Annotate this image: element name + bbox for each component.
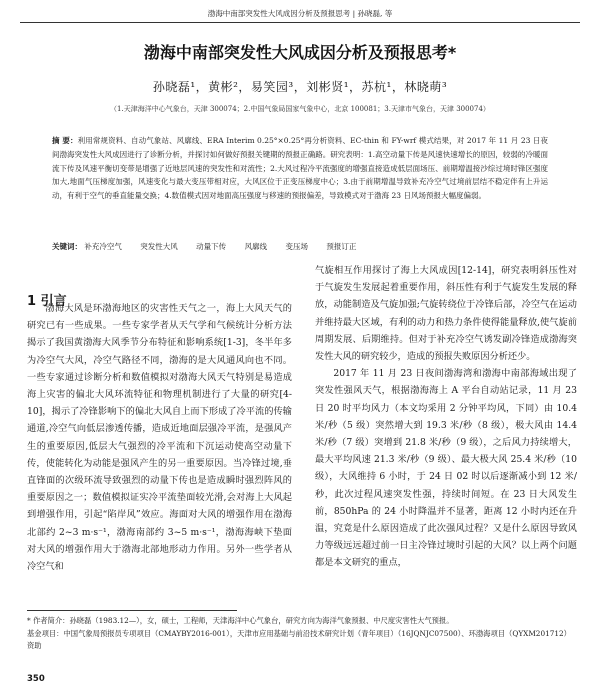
- keywords: [52, 241, 548, 252]
- abstract-label: 摘 要：: [52, 136, 78, 145]
- section-heading-introduction: 1 引言: [27, 294, 67, 309]
- author-list: 孙晓磊¹，黄彬²，易笑园³，刘彬贤¹，苏杭¹，林晓萌³: [152, 80, 448, 94]
- body-paragraph: 气旋相互作用探讨了海上大风成因[12-14]，研究表明斜压性对于气旋发生发展起着重要作用，斜压性有利于气旋发生发展的释放，动能制造及气旋加强;气旋转绕位于冷锋后部，冷空气在运动并维持最大区域，有利的动力和热力条件使得能量释放,使气旋前周期发展、后期维持。但对于补充冷空气诱发副冷锋造成渤海突发性大风的研究较少，造成的预报失败原因分析还少。: [315, 265, 577, 363]
- article-title: 渤海中南部突发性大风成因分析及预报思考*: [143, 43, 457, 62]
- page-number: 350: [27, 674, 45, 684]
- keyword-item: 风廓线: [244, 242, 268, 251]
- body-paragraph: 渤海大风是环渤海地区的灾害性天气之一，海上大风天气的研究已有一些成果。一些专家学者从天气学和气候统计分析方法揭示了我国黄渤海大风季节分布特征和影响系统[1-3]，冬半年多为冷空气大风，冷空气路径不同，渤海的是大风通风向也不同。一些专家通过诊断分析和数值模拟对渤海大风天气特别是易造成海上灾害的偏北大风环流特征和物理机制进行了大量的研究[4-10]，揭示了冷锋影响下的偏北大风自上而下形成了冷平流的传输通道,冷空气向低层渗透传播，造成近地面层强冷平流，是强风产生的重要原因,低层大气强烈的冷平流和下沉运动使高空动量下传，使能转化为动能是强风产生的另一重要原因。当冷锋过境,垂直锋面的次级环流导致强烈的动量下传也是造成瞬时强烈阵风的重要原因之一；数值模拟证实冷平流垫面较光滑,会对海上大风起到增强作用，引起“陷岸风”效应。海面对大风的增强作用在渤海北部约 2~3 m·s⁻¹，渤海南部约 3~5 m·s⁻¹，渤海海峡下垫面对大风的增强作用大于渤海北部地形动力作用。另外一些学者从冷空气和: [27, 303, 292, 573]
- footnote-rule: [27, 610, 237, 611]
- keywords-label: 关键词：: [52, 242, 82, 251]
- header-rule: [20, 22, 580, 23]
- keyword-item: 补充冷空气: [84, 242, 122, 251]
- footnotes: [27, 615, 573, 653]
- keyword-item: 预报订正: [326, 242, 357, 251]
- footnote-author-info: * 作者简介：孙晓磊（1983.12—），女，硕士，工程师，天津海洋中心气象台，研究方向为海洋气象预报、中尺度灾害性大气预报。: [27, 616, 454, 625]
- abstract: [52, 134, 548, 203]
- abstract-text: 利用常规资料、自动气象站、风廓线、ERA Interim 0.25°×0.25°再分析资料、EC-thin 和 FY-wrf 模式结果，对 2017 年 11 月 23 日夜间渤海突发性大风成因进行了诊断分析，并探讨如何做好预报关键期的预报正确路。研究表明：1.高空动量下传是风速快速增长的原因，较弱的冷暖面流下传及风速平衡切变带是增强了近地层风速的突发性和对流性；2.大风过程冷平流强度的增强直接造成低层面场压、前期增温接沙综过境时锋区强度加大,地面气压梯度加强，风速变化与最大变压带相对应，大风区位于正变压梯度中心；3.由于前期增温导致补充冷空气过境前层结不稳定伴有上升运动，有利于空气的垂直能量交换；4.数值模式因对地面高压强度与移速的预报偏差，导致模式对于渤海 23 日风场预报大幅度偏弱。: [52, 136, 548, 201]
- body-paragraph: 2017 年 11 月 23 日夜间渤海湾和渤海中南部海域出现了突发性强风天气，根据渤海海上 A 平台自动站记录，11 月 23 日 20 时平均风力（本文均采用 2 分钟平均风，下同）由 10.4 米/秒（5 级）突然增大到 19.3 米/秒（8 级），极大风由 14.4 米/秒（7 级）突增到 21.8 米/秒（9 级），之后风力持续增大，最大平均风速 21.3 米/秒（9 级）、最大极大风 25.4 米/秒（10 级），大风维持 6 小时，于 24 日 02 时以后逐渐减小到 12 米/秒，此次过程风速突发性强，持续时间短。在 23 日大风发生前，850hPa 的 24 小时降温并不显著，距离 12 小时内还在升温，究竟是什么原因造成了此次强风过程？又是什么原因导致风力等级远远超过前一日主冷锋过境时引起的大风？以上两个问题都是本文研究的重点，: [315, 368, 577, 569]
- keyword-item: 变压场: [285, 242, 308, 251]
- running-header: 渤海中南部突发性大风成因分析及预报思考 | 孙晓磊, 等: [207, 9, 393, 18]
- keyword-item: 突发性大风: [140, 242, 178, 251]
- body-column-right: [315, 262, 577, 572]
- keyword-item: 动量下传: [196, 242, 227, 251]
- affiliation-list: （1.天津海洋中心气象台，天津 300074；2.中国气象局国家气象中心，北京 100081；3.天津市气象台，天津 300074）: [110, 105, 490, 113]
- body-column-left: [27, 300, 292, 575]
- footnote-funding: 基金项目：中国气象局预报员专项项目（CMAYBY2016-001），天津市应用基础与前沿技术研究计划（青年项目）（16JQNJC07500）、环渤海项目（QYXM201712）资助: [27, 628, 571, 650]
